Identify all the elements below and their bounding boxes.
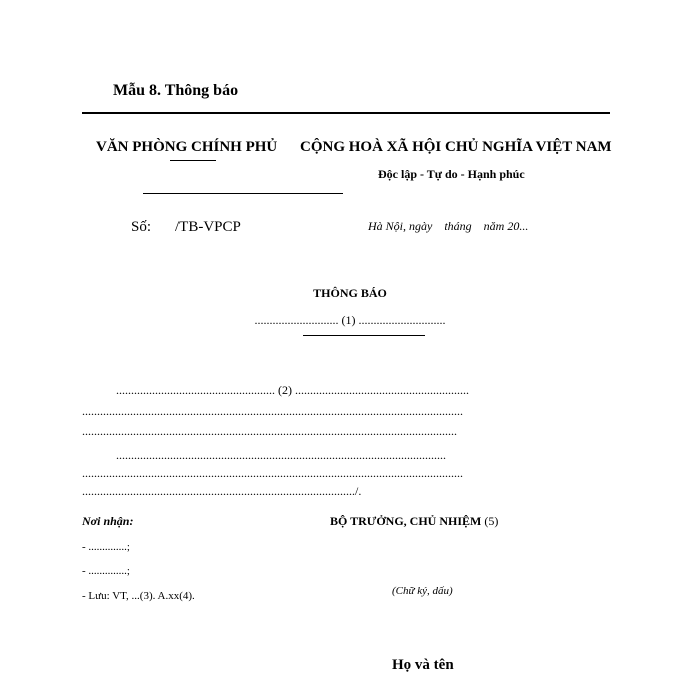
recipients-label: Nơi nhận:	[82, 514, 134, 528]
agency-name: VĂN PHÒNG CHÍNH PHỦ	[96, 139, 278, 155]
signature-note: (Chữ ký, dấu)	[392, 585, 453, 597]
body-line: ..............................................................................................................	[116, 448, 446, 462]
recipient-item: - ..............;	[82, 541, 130, 553]
archive-note: - Lưu: VT, ...(3). A.xx(4).	[82, 590, 195, 602]
form-title: Mẫu 8. Thông báo	[113, 82, 239, 99]
body-line: ..................................................... (2) ..........................................................	[116, 383, 469, 397]
body-line: ...............................................................................................................................	[82, 466, 463, 480]
document-number-suffix: /TB-VPCP	[175, 219, 241, 235]
motto-underline	[143, 193, 343, 194]
body-line: ...............................................................................................................................	[82, 404, 463, 418]
notice-title: THÔNG BÁO	[313, 286, 387, 300]
signer-title-ref: (5)	[481, 514, 499, 528]
signer-title	[330, 514, 498, 529]
place-and-date: Hà Nội, ngày tháng năm 20...	[368, 219, 529, 233]
header-divider	[82, 112, 610, 114]
agency-underline	[170, 160, 216, 161]
signer-name: Họ và tên	[392, 657, 454, 673]
document-number-label: Số:	[131, 219, 152, 235]
body-line: .........................................................................................../.	[82, 484, 362, 498]
notice-subject: ............................ (1) .............................	[254, 313, 446, 327]
country-name: CỘNG HOÀ XÃ HỘI CHỦ NGHĨA VIỆT NAM	[300, 139, 612, 155]
national-motto: Độc lập - Tự do - Hạnh phúc	[378, 167, 525, 181]
recipient-item: - ..............;	[82, 565, 130, 577]
subject-underline	[303, 335, 425, 336]
signer-position: BỘ TRƯỞNG, CHỦ NHIỆM	[330, 514, 482, 528]
body-line: .............................................................................................................................	[82, 424, 457, 438]
